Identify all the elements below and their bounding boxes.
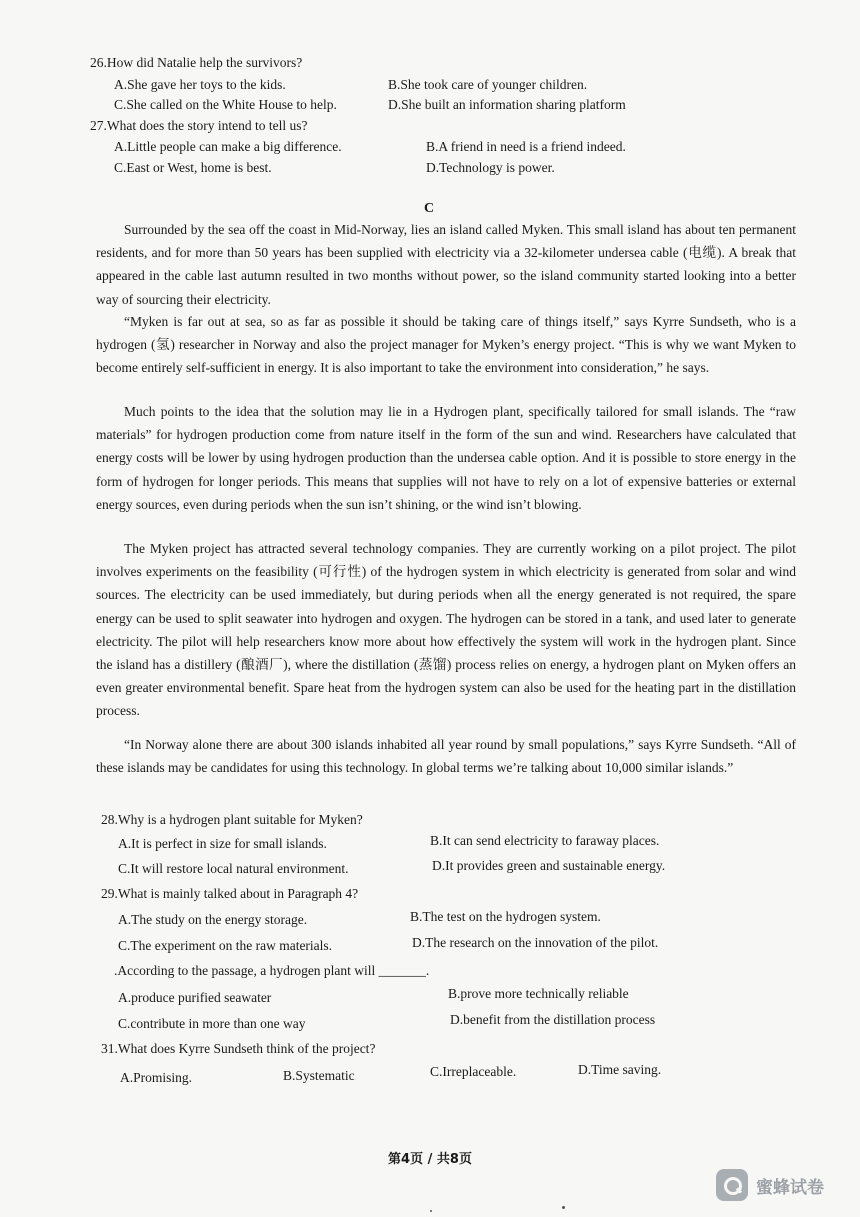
question-31-option-a: A.Promising. xyxy=(120,1070,193,1085)
passage-paragraph-2: “Myken is far out at sea, so as far as possible it should be taking care of things itself,” says Kyrre Sundseth, who is a hydrogen (氢) researcher in Norway and also the project manager for Myken’s energy project. “This is why we want Myken to become entirely self-sufficient in energy. It is also important to take the environment into consideration,” he says. xyxy=(96,314,796,376)
question-29-option-b: B.The test on the hydrogen system. xyxy=(410,909,601,924)
question-29-option-c: C.The experiment on the raw materials. xyxy=(118,938,333,953)
question-26-option-c: C.She called on the White House to help. xyxy=(114,97,337,112)
scan-speck xyxy=(430,1210,432,1212)
question-27-option-a: A.Little people can make a big difference. xyxy=(114,139,342,154)
passage-paragraph-5: “In Norway alone there are about 300 islands inhabited all year round by small populations,” says Kyrre Sundseth. “All of these islands may be candidates for using this technology. In global terms we’re talking about 10,000 similar islands.” xyxy=(96,737,796,776)
question-27-option-d: D.Technology is power. xyxy=(426,160,555,175)
watermark-text: 蜜蜂试卷 xyxy=(756,1177,824,1198)
question-30-option-a: A.produce purified seawater xyxy=(118,990,272,1005)
section-heading: C xyxy=(424,201,435,216)
question-28-option-c: C.It will restore local natural environment. xyxy=(118,861,349,876)
question-31-option-b: B.Systematic xyxy=(283,1068,355,1083)
passage-paragraph-3: Much points to the idea that the solution may lie in a Hydrogen plant, specifically tailored for small islands. The “raw materials” for hydrogen production come from nature itself in the form of the sun and wind. Researchers have calculated that energy costs will be lower by using hydrogen production than the undersea cable option. And it is possible to store energy in the form of hydrogen for longer periods. This means that supplies will not have to rely on a lot of expensive batteries or external energy sources, even during periods when the sun isn’t shining, or the wind isn’t blowing. xyxy=(96,404,796,512)
watermark xyxy=(716,1168,824,1202)
question-30-option-d: D.benefit from the distillation process xyxy=(450,1012,656,1027)
question-28-option-b: B.It can send electricity to faraway places. xyxy=(430,833,660,848)
passage-paragraph-1: Surrounded by the sea off the coast in Mid-Norway, lies an island called Myken. This small island has about ten permanent residents, and for more than 50 years has been supplied with electricity via a 32-kilometer undersea cable (电缆). A break that appeared in the cable last autumn resulted in two months without power, so the island community started looking into a better way of sourcing their electricity. xyxy=(96,222,796,307)
question-26-stem: 26.How did Natalie help the survivors? xyxy=(90,55,303,70)
question-29-option-d: D.The research on the innovation of the pilot. xyxy=(412,935,659,950)
question-30-stem: .According to the passage, a hydrogen plant will _______. xyxy=(114,963,430,978)
question-26-option-b: B.She took care of younger children. xyxy=(388,77,588,92)
question-31-option-c: C.Irreplaceable. xyxy=(430,1064,517,1079)
question-30-option-b: B.prove more technically reliable xyxy=(448,986,629,1001)
question-28-stem: 28.Why is a hydrogen plant suitable for Myken? xyxy=(101,812,363,827)
question-27-option-c: C.East or West, home is best. xyxy=(114,160,272,175)
magnifier-logo-icon xyxy=(716,1169,748,1201)
passage-paragraph-4: The Myken project has attracted several technology companies. They are currently working on a pilot project. The pilot involves experiments on the feasibility (可行性) of the hydrogen system in which electricity is generated from solar and wind sources. The electricity can be used immediately, but during periods when all the energy generated is not required, the spare energy can be used to split seawater into hydrogen and oxygen. The hydrogen can be stored in a tank, and used later to generate electricity. The pilot will help researchers know more about how effectively the system will work in the hydrogen plant. Since the island has a distillery (酿酒厂), where the distillation (蒸馏) process relies on energy, a hydrogen plant on Myken offers an even greater environmental benefit. Spare heat from the hydrogen system can also be used for the heating part in the distillation process. xyxy=(96,541,796,719)
question-31-option-d: D.Time saving. xyxy=(578,1062,662,1077)
question-29-option-a: A.The study on the energy storage. xyxy=(118,912,308,927)
scan-speck xyxy=(562,1206,565,1209)
question-26-option-a: A.She gave her toys to the kids. xyxy=(114,77,286,92)
question-27-option-b: B.A friend in need is a friend indeed. xyxy=(426,139,626,154)
question-28-option-d: D.It provides green and sustainable energy. xyxy=(432,858,666,873)
question-29-stem: 29.What is mainly talked about in Paragraph 4? xyxy=(101,886,359,901)
question-30-option-c: C.contribute in more than one way xyxy=(118,1016,306,1031)
question-31-stem: 31.What does Kyrre Sundseth think of the project? xyxy=(101,1041,376,1056)
question-27-stem: 27.What does the story intend to tell us? xyxy=(90,118,308,133)
question-28-option-a: A.It is perfect in size for small islands. xyxy=(118,836,327,851)
page-number: 第4页 / 共8页 xyxy=(388,1152,472,1167)
question-26-option-d: D.She built an information sharing platform xyxy=(388,97,626,112)
